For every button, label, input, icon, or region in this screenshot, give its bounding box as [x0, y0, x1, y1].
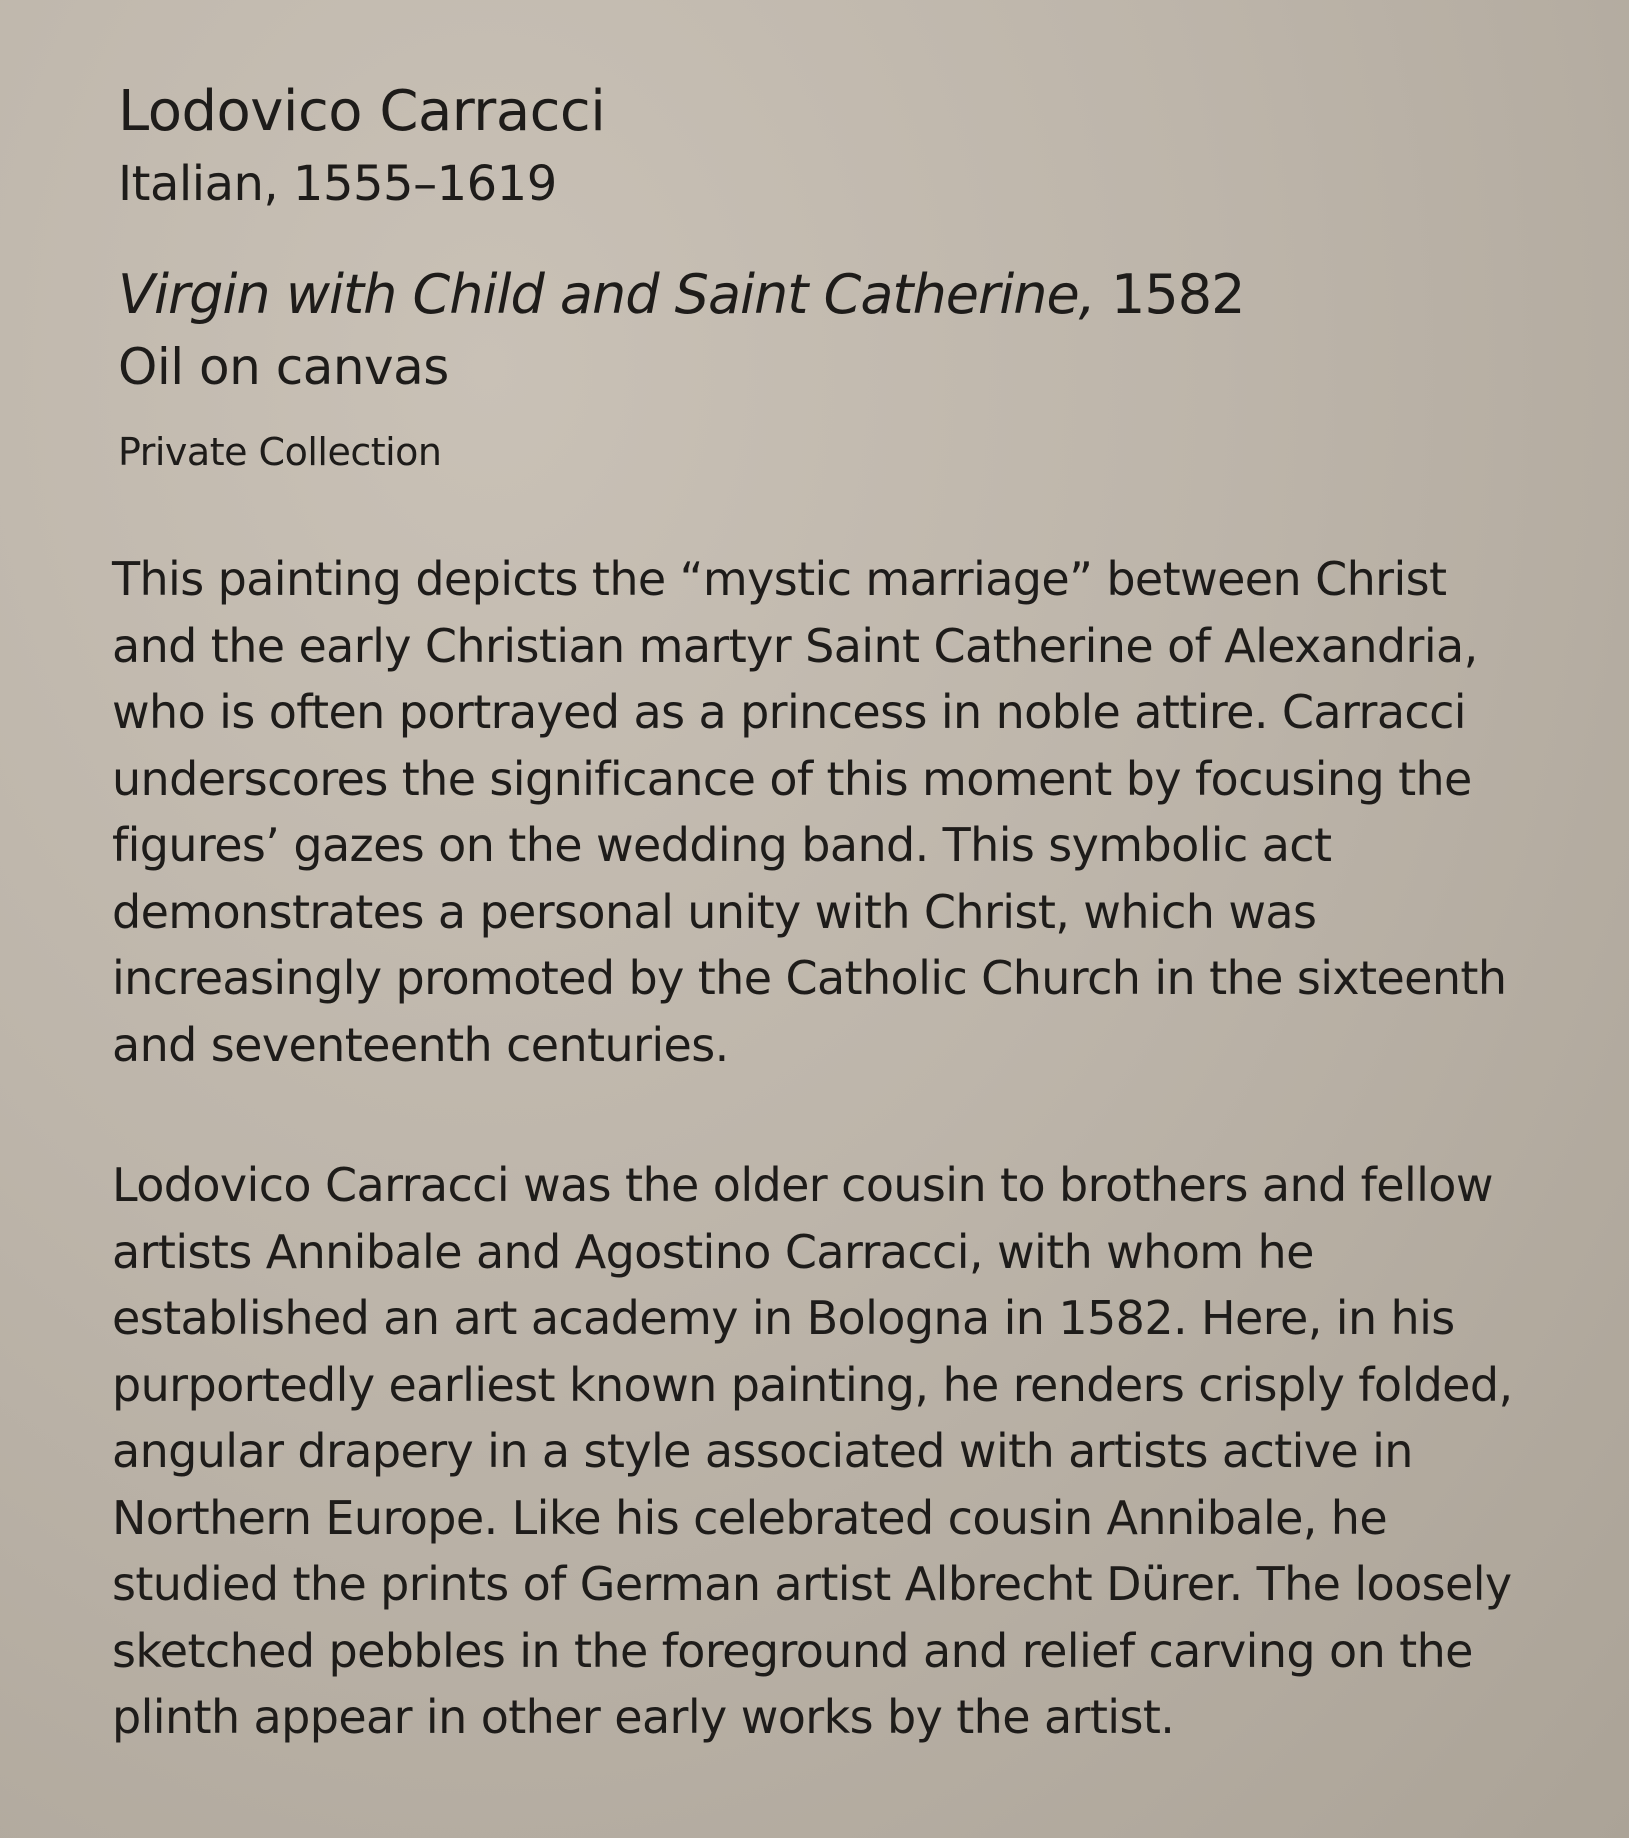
- paragraph-line: and the early Christian martyr Saint Catherine of Alexandria,: [112, 618, 1478, 673]
- paragraph-line: Northern Europe. Like his celebrated cousin Annibale, he: [112, 1490, 1388, 1545]
- artwork-medium: Oil on canvas: [118, 338, 449, 396]
- paragraph-line: demonstrates a personal unity with Christ, which was: [112, 884, 1317, 939]
- description-paragraph-1: [112, 546, 1506, 1078]
- paragraph-line: sketched pebbles in the foreground and relief carving on the: [112, 1623, 1473, 1678]
- paragraph-line: underscores the significance of this moment by focusing the: [112, 751, 1472, 806]
- description-paragraph-2: [112, 1152, 1513, 1751]
- artist-name: Lodovico Carracci: [118, 79, 606, 144]
- artwork-title: [118, 262, 1244, 328]
- paragraph-line: purportedly earliest known painting, he renders crisply folded,: [112, 1357, 1513, 1412]
- artwork-credit-line: Private Collection: [118, 430, 442, 474]
- artwork-year: 1582: [1111, 263, 1245, 326]
- paragraph-line: angular drapery in a style associated with artists active in: [112, 1424, 1413, 1478]
- paragraph-line: and seventeenth centuries.: [112, 1017, 729, 1072]
- paragraph-line: This painting depicts the “mystic marriage” between Christ: [112, 552, 1447, 606]
- artwork-title-text: Virgin with Child and Saint Catherine,: [118, 263, 1095, 326]
- paragraph-line: studied the prints of German artist Albrecht Dürer. The loosely: [112, 1557, 1512, 1611]
- paragraph-line: figures’ gazes on the wedding band. This symbolic act: [112, 818, 1332, 872]
- paragraph-line: Lodovico Carracci was the older cousin to brothers and fellow: [112, 1158, 1493, 1212]
- paragraph-line: artists Annibale and Agostino Carracci, with whom he: [112, 1224, 1314, 1279]
- paragraph-line: established an art academy in Bologna in 1582. Here, in his: [112, 1291, 1455, 1345]
- artist-nationality-dates: Italian, 1555–1619: [118, 156, 557, 212]
- paragraph-line: increasingly promoted by the Catholic Church in the sixteenth: [112, 951, 1507, 1005]
- paragraph-line: who is often portrayed as a princess in noble attire. Carracci: [112, 685, 1466, 739]
- paragraph-line: plinth appear in other early works by the artist.: [112, 1690, 1175, 1744]
